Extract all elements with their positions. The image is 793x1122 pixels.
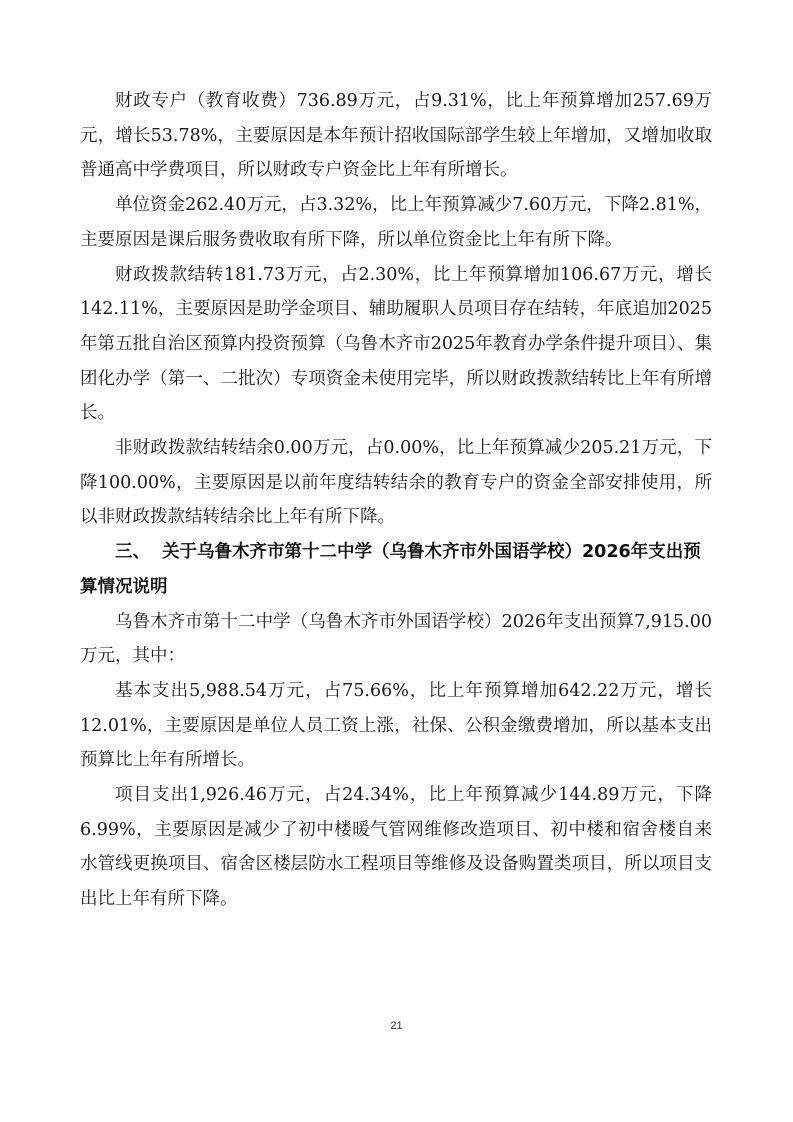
page-body xyxy=(80,84,712,917)
section-number: 三、 xyxy=(115,542,150,563)
paragraph-fiscal-carryover: 财政拨款结转181.73万元，占2.30%，比上年预算增加106.67万元，增长142.11%，主要原因是助学金项目、辅助履职人员项目存在结转，年底追加2025年第五批自治区预算内投资预算（乌鲁木齐市2025年教育办学条件提升项目）、集团化办学（第一、二批次）专项资金未使用完毕，所以财政拨款结转比上年有所增长。 xyxy=(80,264,712,424)
paragraph-project-expenditure: 项目支出1,926.46万元，占24.34%，比上年预算减少144.89万元，下降6.99%，主要原因是减少了初中楼暖气管网维修改造项目、初中楼和宿舍楼自来水管线更换项目、宿舍区楼层防水工程项目等维修及设备购置类项目，所以项目支出比上年有所下降。 xyxy=(80,785,712,910)
section-title: 关于乌鲁木齐市第十二中学（乌鲁木齐市外国语学校）2026年支出预算情况说明 xyxy=(80,542,701,597)
page-number: 21 xyxy=(390,1020,403,1032)
paragraph-unit-funds: 单位资金262.40万元，占3.32%，比上年预算减少7.60万元，下降2.81%，主要原因是课后服务费收取有所下降，所以单位资金比上年有所下降。 xyxy=(80,195,712,250)
paragraph-education-fee: 财政专户（教育收费）736.89万元，占9.31%，比上年预算增加257.69万元，增长53.78%，主要原因是本年预计招收国际部学生较上年增加，又增加收取普通高中学费项目，所以财政专户资金比上年有所增长。 xyxy=(80,91,712,181)
paragraph-basic-expenditure: 基本支出5,988.54万元，占75.66%，比上年预算增加642.22万元，增长12.01%，主要原因是单位人员工资上涨，社保、公积金缴费增加，所以基本支出预算比上年有所增长。 xyxy=(80,680,712,771)
paragraph-nonfiscal-carryover: 非财政拨款结转结余0.00万元，占0.00%，比上年预算减少205.21万元，下降100.00%，主要原因是以前年度结转结余的教育专户的资金全部安排使用，所以非财政拨款结转结余比上年有所下降。 xyxy=(80,438,712,528)
paragraph-expenditure-total: 乌鲁木齐市第十二中学（乌鲁木齐市外国语学校）2026年支出预算7,915.00万元，其中： xyxy=(80,611,712,667)
section-heading xyxy=(80,535,712,604)
